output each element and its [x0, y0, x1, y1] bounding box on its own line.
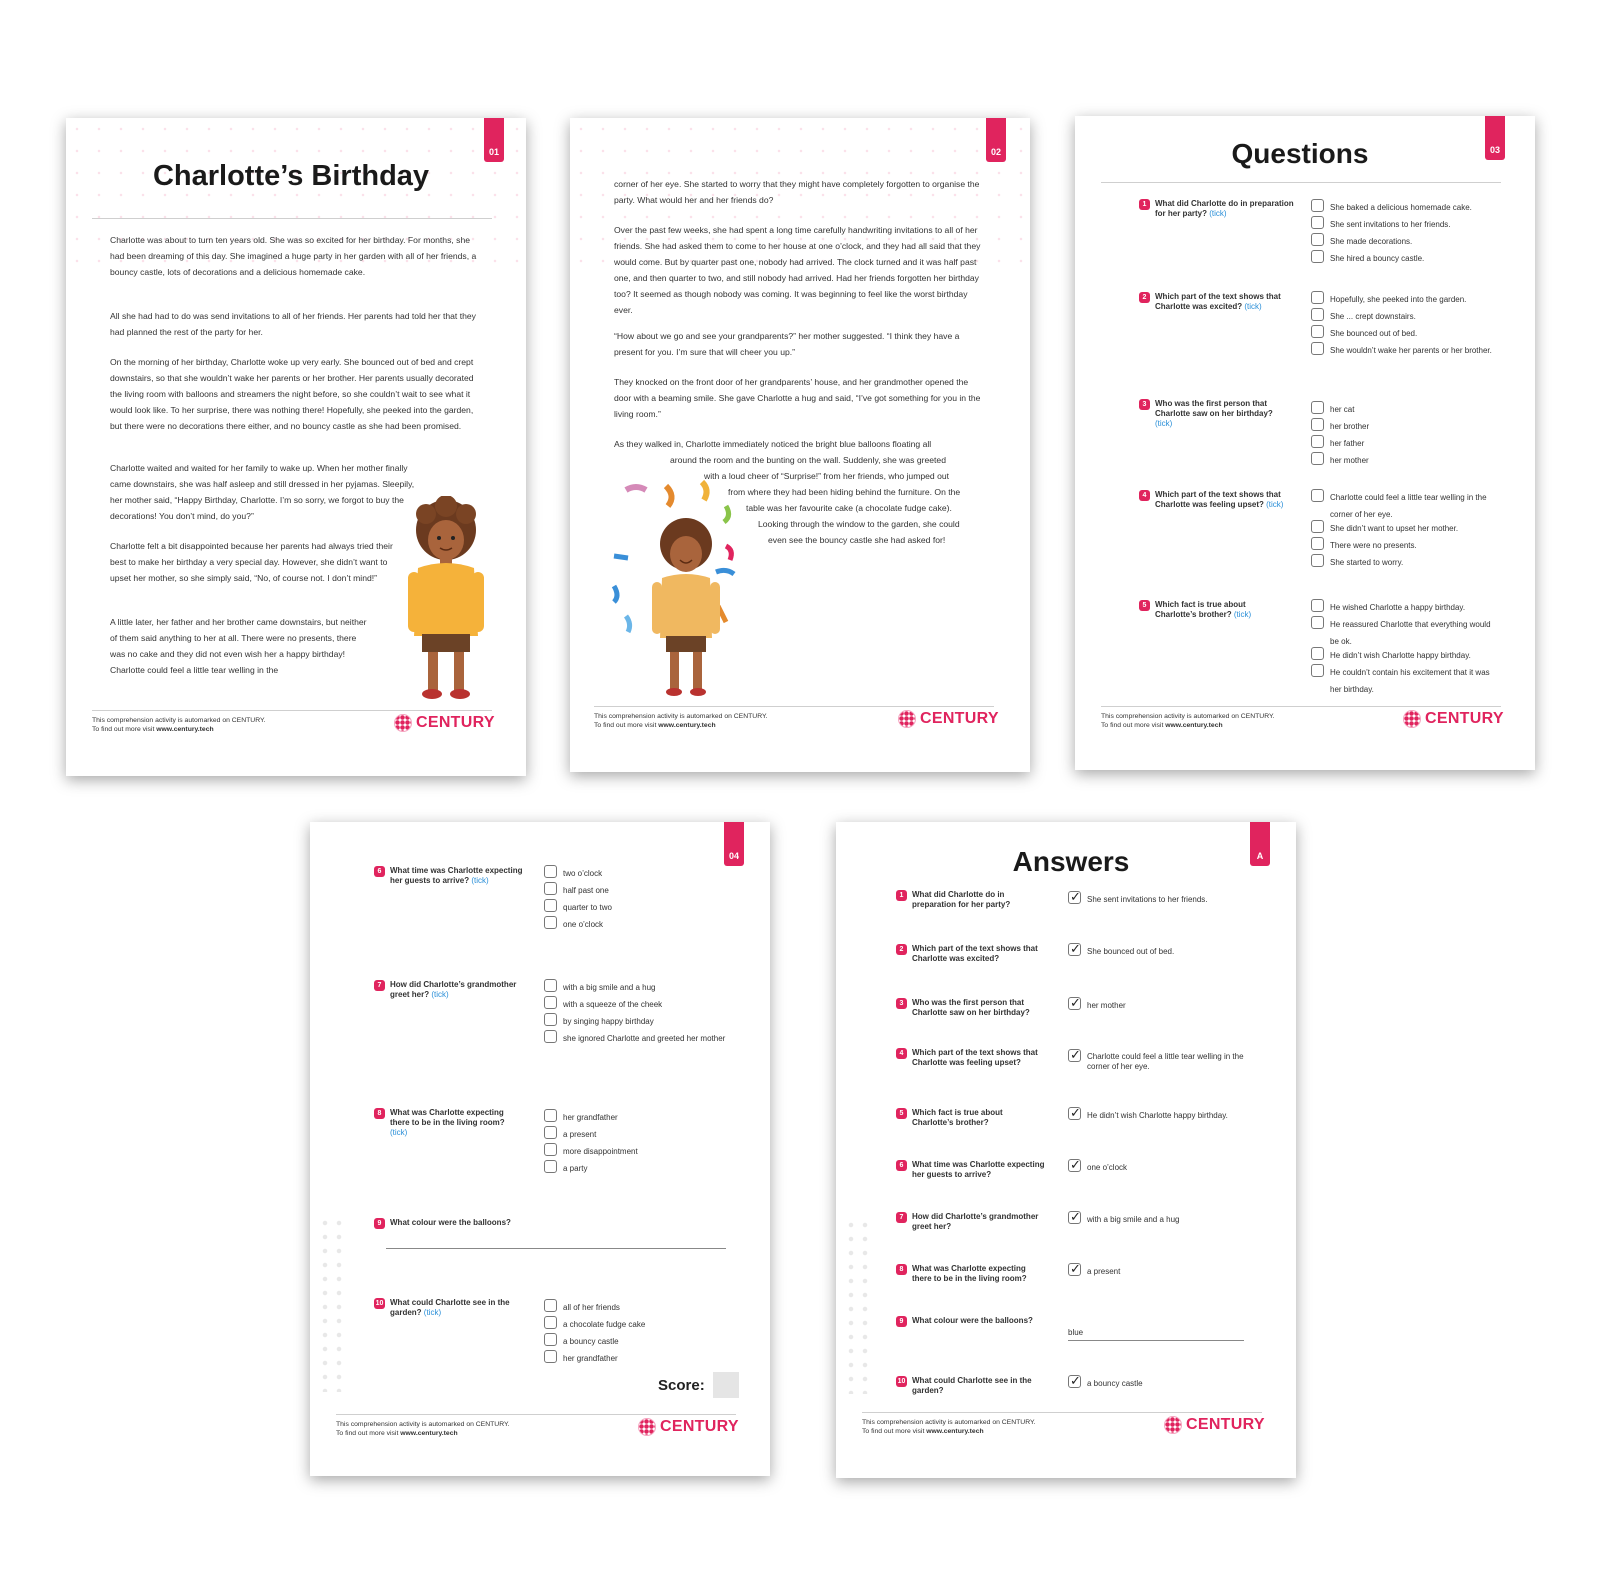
- story-line: from where they had been hiding behind the furniture. On the: [728, 487, 961, 497]
- story-paragraph: On the morning of her birthday, Charlotte woke up very early. She bounced out of bed and crept downstairs, so that she wouldn’t wake her parents or her brother. Her parents usually decorated the living room with balloons and streamers the night before, so she couldn’t wait to see what it would look like. To her surprise, there was nothing there! Hopefully, she peeked into the garden, but there were no decorations there either, and no bouncy castle as she had been promised.: [110, 357, 474, 431]
- question-number: 5: [896, 1108, 907, 1119]
- checkbox[interactable]: [1311, 250, 1324, 263]
- option[interactable]: [544, 919, 744, 936]
- option: [1068, 1266, 1268, 1283]
- footer-divider: [336, 1414, 736, 1415]
- checkbox[interactable]: [1311, 401, 1324, 414]
- option-label: she ignored Charlotte and greeted her mother: [563, 1034, 726, 1043]
- question-text: [390, 1108, 524, 1138]
- answer-9: [896, 1316, 1076, 1327]
- question-number: 3: [1139, 399, 1150, 410]
- question-number: 1: [1139, 199, 1150, 210]
- question-number: 4: [1139, 490, 1150, 501]
- question-7: [374, 980, 524, 1000]
- tick-hint: (tick): [1155, 419, 1173, 428]
- checkbox[interactable]: [1311, 554, 1324, 567]
- option[interactable]: [1311, 345, 1511, 362]
- answer-label: her mother: [1087, 1001, 1126, 1010]
- question-number: 6: [896, 1160, 907, 1171]
- score: [658, 1372, 739, 1398]
- page-number-tab: 01: [484, 118, 504, 162]
- option-label: a present: [563, 1130, 597, 1139]
- question-5: [1139, 600, 1289, 620]
- footer-line: To find out more visit: [862, 1428, 927, 1435]
- option: [1068, 1162, 1268, 1179]
- option: [1068, 1110, 1268, 1127]
- page-title: Answers: [1012, 846, 1130, 877]
- question-label: How did Charlotte’s grandmother greet her?: [390, 980, 517, 999]
- century-link[interactable]: www.century.tech: [658, 722, 716, 729]
- footer-text: [92, 716, 266, 734]
- checked-checkbox: [1068, 943, 1081, 956]
- checkbox[interactable]: [544, 1030, 557, 1043]
- options-3: [1311, 404, 1511, 472]
- option: [1068, 946, 1268, 963]
- question-text: What could Charlotte see in the garden?: [912, 1376, 1032, 1395]
- question-text: [390, 1298, 524, 1318]
- option-label: all of her friends: [563, 1303, 620, 1312]
- checkbox[interactable]: [1311, 418, 1324, 431]
- answer-option-7: [1068, 1214, 1268, 1231]
- question-number: 9: [374, 1218, 385, 1229]
- story-line: Looking through the window to the garden, she could: [758, 519, 960, 529]
- checkbox[interactable]: [544, 882, 557, 895]
- page-number-tab: 03: [1485, 116, 1505, 160]
- story-paragraph: They knocked on the front door of her grandparents’ house, and her grandmother opened the door with a beaming smile. She gave Charlotte a hug and said, “I’ve got something for you in the living room.”: [614, 377, 981, 419]
- option[interactable]: [1311, 253, 1511, 270]
- story-paragraph: corner of her eye. She started to worry that they might have completely forgotten to organise the party. What would her and her friends do?: [614, 179, 980, 205]
- answer-option-2: [1068, 946, 1268, 963]
- option-label: He wished Charlotte a happy birthday.: [1330, 603, 1466, 612]
- title-divider: [92, 218, 492, 219]
- option: [1068, 894, 1268, 911]
- century-logo: [394, 714, 495, 732]
- decorative-dots: [318, 1216, 346, 1392]
- checkbox[interactable]: [544, 865, 557, 878]
- question-text: What did Charlotte do in preparation for her party?: [912, 890, 1011, 909]
- tick-hint: (tick): [390, 1128, 408, 1137]
- question-number: 2: [1139, 292, 1150, 303]
- question-3: [1139, 399, 1289, 429]
- story-line: table was her favourite cake (a chocolate fudge cake).: [746, 503, 952, 513]
- century-link[interactable]: www.century.tech: [1165, 722, 1223, 729]
- option-label: She baked a delicious homemade cake.: [1330, 203, 1472, 212]
- story-paragraph: “How about we go and see your grandparents?” her mother suggested. “I think they have a present for you. I’m sure that will cheer you up.”: [614, 331, 960, 357]
- question-text: [1155, 399, 1289, 429]
- option-label: She wouldn’t wake her parents or her brother.: [1330, 346, 1492, 355]
- checkbox[interactable]: [1311, 199, 1324, 212]
- option-label: her mother: [1330, 456, 1369, 465]
- checkbox[interactable]: [1311, 537, 1324, 550]
- brand-name: CENTURY: [660, 1418, 739, 1435]
- question-number: 3: [896, 998, 907, 1009]
- question-label: What time was Charlotte expecting her guests to arrive?: [390, 866, 523, 885]
- question-text: Who was the first person that Charlotte saw on her birthday?: [912, 998, 1030, 1017]
- checkbox[interactable]: [544, 996, 557, 1009]
- footer-line: To find out more visit: [92, 726, 157, 733]
- question-number: 6: [374, 866, 385, 877]
- question-label: What was Charlotte expecting there to be in the living room?: [390, 1108, 505, 1127]
- question-text: [1155, 199, 1304, 219]
- story-paragraph: A little later, her father and her brother came downstairs, but neither of them said anything to her at all. There were no presents, there was no cake and they did not even wish her a happy birthday! Charlotte could feel a little tear welling in the: [110, 617, 367, 675]
- checkbox[interactable]: [1311, 435, 1324, 448]
- checkbox[interactable]: [544, 1299, 557, 1312]
- options-8: [544, 1112, 744, 1180]
- question-text: Which fact is true about Charlotte’s brother?: [912, 1108, 1003, 1127]
- checkbox[interactable]: [544, 1126, 557, 1139]
- answer-2: [896, 944, 1046, 964]
- footer-line: This comprehension activity is automarked on CENTURY.: [92, 717, 266, 724]
- checked-checkbox: [1068, 1159, 1081, 1172]
- century-logo-icon: [898, 710, 916, 728]
- checked-checkbox: [1068, 1211, 1081, 1224]
- option: [1068, 1052, 1264, 1072]
- option-label: by singing happy birthday: [563, 1017, 654, 1026]
- question-1: [1139, 199, 1304, 219]
- footer-text: [862, 1418, 1036, 1436]
- option-label: with a squeeze of the cheek: [563, 1000, 663, 1009]
- option-label: two o’clock: [563, 869, 603, 878]
- question-text: Which part of the text shows that Charlotte was feeling upset?: [912, 1048, 1038, 1067]
- question-text: What colour were the balloons?: [912, 1316, 1033, 1325]
- checkbox[interactable]: [1311, 489, 1324, 502]
- question-number: 4: [896, 1048, 907, 1059]
- answer-label: one o’clock: [1087, 1163, 1128, 1172]
- options-7: [544, 982, 734, 1050]
- page-3: [1075, 116, 1535, 770]
- footer-line: This comprehension activity is automarked on CENTURY.: [862, 1419, 1036, 1426]
- answer-label: She sent invitations to her friends.: [1087, 895, 1208, 904]
- footer-divider: [92, 710, 492, 711]
- question-number: 9: [896, 1316, 907, 1327]
- answer-label: a present: [1087, 1267, 1121, 1276]
- checkbox[interactable]: [544, 1013, 557, 1026]
- option[interactable]: [1311, 492, 1511, 523]
- checkbox[interactable]: [1311, 664, 1324, 677]
- answer-option-10: [1068, 1378, 1268, 1395]
- tick-hint: (tick): [1244, 302, 1262, 311]
- story-paragraph: Charlotte was about to turn ten years old. She was so excited for her birthday. For months, she had been dreaming of this day. She imagined a huge party in her garden with all of her friends, a bouncy castle, lots of decorations and a delicious homemade cake.: [110, 235, 477, 277]
- checkbox[interactable]: [544, 1333, 557, 1346]
- century-link[interactable]: www.century.tech: [926, 1428, 984, 1435]
- option-label: She started to worry.: [1330, 558, 1404, 567]
- options-10: [544, 1302, 744, 1370]
- options-6: [544, 868, 744, 936]
- option-label: her grandfather: [563, 1113, 618, 1122]
- question-text: [390, 866, 524, 886]
- story-paragraph: Over the past few weeks, she had spent a long time carefully handwriting invitations to all of her friends. She had asked them to come to her house at one o’clock, and they had all said that they would come. But by quarter past one, nobody had arrived. The clock turned and it was half past one, and then quarter to two, and still nobody had arrived. Had her friends forgotten her birthday too? It seemed as though nobody was coming. It was beginning to feel like the worst birthday ever.: [614, 225, 981, 315]
- option: [1068, 1000, 1268, 1017]
- options-5: [1311, 602, 1501, 698]
- option-label: with a big smile and a hug: [563, 983, 656, 992]
- option[interactable]: [1311, 557, 1511, 574]
- checkbox[interactable]: [1311, 233, 1324, 246]
- question-number: 7: [374, 980, 385, 991]
- question-number: 8: [374, 1108, 385, 1119]
- page-1: [66, 118, 526, 776]
- option-label: He reassured Charlotte that everything would be ok.: [1330, 620, 1491, 646]
- footer-line: To find out more visit: [336, 1430, 401, 1437]
- answer-label: She bounced out of bed.: [1087, 947, 1175, 956]
- answer-option-1: [1068, 894, 1268, 911]
- answer-8: [896, 1264, 1046, 1284]
- checked-checkbox: [1068, 1107, 1081, 1120]
- option-label: There were no presents.: [1330, 541, 1417, 550]
- option-label: quarter to two: [563, 903, 612, 912]
- answer-line[interactable]: [386, 1248, 726, 1249]
- checkbox[interactable]: [1311, 599, 1324, 612]
- option-label: He couldn’t contain his excitement that it was her birthday.: [1330, 668, 1490, 694]
- question-number: 8: [896, 1264, 907, 1275]
- question-label: What could Charlotte see in the garden?: [390, 1298, 510, 1317]
- checkbox[interactable]: [544, 916, 557, 929]
- checked-checkbox: [1068, 1375, 1081, 1388]
- option-label: Hopefully, she peeked into the garden.: [1330, 295, 1467, 304]
- answer-label: Charlotte could feel a little tear welling in the corner of her eye.: [1087, 1052, 1244, 1071]
- answer-option-3: [1068, 1000, 1268, 1017]
- answer-option-8: [1068, 1266, 1268, 1283]
- question-text: [390, 980, 524, 1000]
- option-label: one o’clock: [563, 920, 604, 929]
- page-title: Questions: [1231, 138, 1369, 169]
- question-number: 1: [896, 890, 907, 901]
- footer-text: [336, 1420, 510, 1438]
- checkbox[interactable]: [544, 1350, 557, 1363]
- checkbox[interactable]: [1311, 291, 1324, 304]
- answer-option-5: [1068, 1110, 1268, 1127]
- footer-text: [594, 712, 768, 730]
- century-logo: [898, 710, 999, 728]
- story-line: with a loud cheer of “Surprise!” from her friends, who jumped out: [704, 471, 950, 481]
- tick-hint: (tick): [1266, 500, 1284, 509]
- option[interactable]: [1311, 455, 1511, 472]
- page-4: [310, 822, 770, 1476]
- story-paragraph: All she had had to do was send invitations to all of her friends. Her parents had told her that they had planned the rest of the party for her.: [110, 311, 476, 337]
- option-label: half past one: [563, 886, 609, 895]
- checkbox[interactable]: [544, 1109, 557, 1122]
- question-label: Which part of the text shows that Charlotte was feeling upset?: [1155, 490, 1281, 509]
- answer-1: [896, 890, 1046, 910]
- options-4: [1311, 492, 1511, 574]
- checked-checkbox: [1068, 997, 1081, 1010]
- charlotte-illustration: [396, 496, 496, 706]
- option-label: her father: [1330, 439, 1365, 448]
- score-label: Score:: [658, 1376, 705, 1394]
- question-label: Which part of the text shows that Charlotte was excited?: [1155, 292, 1281, 311]
- title-divider: [1101, 182, 1501, 183]
- option-label: He didn’t wish Charlotte happy birthday.: [1330, 651, 1471, 660]
- option-label: more disappointment: [563, 1147, 638, 1156]
- question-9: [374, 1218, 634, 1229]
- century-logo: [1403, 710, 1504, 728]
- written-answer: blue: [1068, 1328, 1084, 1337]
- checkbox[interactable]: [1311, 520, 1324, 533]
- footer-divider: [862, 1412, 1262, 1413]
- question-number: 7: [896, 1212, 907, 1223]
- question-8: [374, 1108, 524, 1138]
- question-2: [1139, 292, 1304, 312]
- story-line: As they walked in, Charlotte immediately noticed the bright blue balloons floating all: [614, 439, 932, 449]
- question-text: [390, 1218, 511, 1229]
- century-logo-icon: [638, 1418, 656, 1436]
- page-number-tab: A: [1250, 822, 1270, 866]
- option-label: She bounced out of bed.: [1330, 329, 1418, 338]
- question-4: [1139, 490, 1304, 510]
- question-10: [374, 1298, 524, 1318]
- answer-label: a bouncy castle: [1087, 1379, 1143, 1388]
- century-link[interactable]: www.century.tech: [400, 1430, 458, 1437]
- checkbox[interactable]: [1311, 342, 1324, 355]
- question-label: What colour were the balloons?: [390, 1218, 511, 1227]
- question-text: What time was Charlotte expecting her guests to arrive?: [912, 1160, 1045, 1179]
- checkbox[interactable]: [544, 1143, 557, 1156]
- checkbox[interactable]: [1311, 325, 1324, 338]
- brand-name: CENTURY: [1425, 710, 1504, 727]
- checked-checkbox: [1068, 891, 1081, 904]
- page-title: Charlotte’s Birthday: [152, 160, 430, 192]
- answer-option-4: [1068, 1052, 1264, 1072]
- footer-text: [1101, 712, 1275, 730]
- question-number: 2: [896, 944, 907, 955]
- checked-checkbox: [1068, 1049, 1081, 1062]
- century-logo: [1164, 1416, 1265, 1434]
- answer-3: [896, 998, 1046, 1018]
- answer-4: [896, 1048, 1056, 1068]
- question-label: Who was the first person that Charlotte saw on her birthday?: [1155, 399, 1273, 418]
- century-logo-icon: [1403, 710, 1421, 728]
- brand-name: CENTURY: [920, 710, 999, 727]
- answer-10: [896, 1376, 1046, 1396]
- tick-hint: (tick): [471, 876, 489, 885]
- footer-line: To find out more visit: [1101, 722, 1166, 729]
- question-6: [374, 866, 524, 886]
- option-label: She ... crept downstairs.: [1330, 312, 1416, 321]
- checkbox[interactable]: [1311, 216, 1324, 229]
- confetti-illustration: [606, 476, 766, 706]
- question-text: How did Charlotte’s grandmother greet her?: [912, 1212, 1039, 1231]
- page-number-tab: 02: [986, 118, 1006, 162]
- option-label: She made decorations.: [1330, 237, 1413, 246]
- footer-line: This comprehension activity is automarked on CENTURY.: [1101, 713, 1275, 720]
- option[interactable]: [544, 1033, 734, 1050]
- option: [1068, 1214, 1268, 1231]
- tick-hint: (tick): [1233, 610, 1252, 619]
- option-label: Charlotte could feel a little tear welling in the corner of her eye.: [1330, 493, 1487, 519]
- question-text: What was Charlotte expecting there to be in the living room?: [912, 1264, 1027, 1283]
- century-logo-icon: [1164, 1416, 1182, 1434]
- answer-6: [896, 1160, 1046, 1180]
- checkbox[interactable]: [544, 899, 557, 912]
- checkbox[interactable]: [1311, 308, 1324, 321]
- decorative-dots: [844, 1218, 872, 1394]
- option[interactable]: [544, 1353, 744, 1370]
- question-number: 10: [374, 1298, 385, 1309]
- page-answers: [836, 822, 1296, 1478]
- answer-line: [1068, 1340, 1244, 1341]
- answer-label: with a big smile and a hug: [1087, 1215, 1180, 1224]
- option[interactable]: [544, 1163, 744, 1180]
- option-label: She hired a bouncy castle.: [1330, 254, 1425, 263]
- score-box[interactable]: [713, 1372, 739, 1398]
- option[interactable]: [1311, 619, 1501, 650]
- story-line: around the room and the bunting on the wall. Suddenly, she was greeted: [670, 455, 946, 465]
- century-logo: [638, 1418, 739, 1436]
- answer-5: [896, 1108, 1046, 1128]
- page-2: [570, 118, 1030, 772]
- option-label: her brother: [1330, 422, 1370, 431]
- checkbox[interactable]: [1311, 452, 1324, 465]
- options-1: [1311, 202, 1511, 270]
- footer-line: To find out more visit: [594, 722, 659, 729]
- option-label: She sent invitations to her friends.: [1330, 220, 1451, 229]
- answer-label: He didn’t wish Charlotte happy birthday.: [1087, 1111, 1228, 1120]
- brand-name: CENTURY: [1186, 1416, 1265, 1433]
- option[interactable]: [1311, 667, 1501, 698]
- option-label: a party: [563, 1164, 588, 1173]
- footer-divider: [594, 706, 994, 707]
- checkbox[interactable]: [544, 979, 557, 992]
- story-paragraph: Charlotte felt a bit disappointed because her parents had always tried their best to make her birthday a very special day. However, she didn’t want to upset her mother, so she simply said, “No, of course not. I don’t mind!”: [110, 541, 393, 583]
- option-label: her cat: [1330, 405, 1355, 414]
- option-label: She didn’t want to upset her mother.: [1330, 524, 1459, 533]
- option-label: her grandfather: [563, 1354, 618, 1363]
- checkbox[interactable]: [544, 1160, 557, 1173]
- question-text: [1155, 292, 1304, 312]
- options-2: [1311, 294, 1511, 362]
- checkbox[interactable]: [1311, 647, 1324, 660]
- checkbox[interactable]: [544, 1316, 557, 1329]
- tick-hint: (tick): [431, 990, 449, 999]
- checked-checkbox: [1068, 1263, 1081, 1276]
- brand-name: CENTURY: [416, 714, 495, 731]
- question-number: 10: [896, 1376, 907, 1387]
- question-number: 5: [1139, 600, 1150, 611]
- question-text: [1155, 490, 1304, 510]
- story-paragraph: Charlotte waited and waited for her family to wake up. When her mother finally came downstairs, she was half asleep and still dressed in her pyjamas. Sleepily, her mother said, “Happy Birthday, Charlotte. I’m so sorry, we forgot to buy the decorations! You don’t mind, do you?”: [110, 463, 415, 521]
- question-text: Which part of the text shows that Charlotte was excited?: [912, 944, 1038, 963]
- footer-divider: [1101, 706, 1501, 707]
- century-logo-icon: [394, 714, 412, 732]
- footer-line: This comprehension activity is automarked on CENTURY.: [336, 1421, 510, 1428]
- question-label: Which fact is true about Charlotte’s brother?: [1155, 600, 1246, 619]
- footer-line: This comprehension activity is automarked on CENTURY.: [594, 713, 768, 720]
- page-number-tab: 04: [724, 822, 744, 866]
- option-label: a bouncy castle: [563, 1337, 619, 1346]
- story-line: even see the bouncy castle she had asked for!: [768, 535, 946, 545]
- question-label: What did Charlotte do in preparation for her party?: [1155, 199, 1294, 218]
- century-link[interactable]: www.century.tech: [156, 726, 214, 733]
- option: [1068, 1378, 1268, 1395]
- answer-option-6: [1068, 1162, 1268, 1179]
- tick-hint: (tick): [423, 1308, 442, 1317]
- question-text: [1155, 600, 1289, 620]
- checkbox[interactable]: [1311, 616, 1324, 629]
- option-label: a chocolate fudge cake: [563, 1320, 646, 1329]
- answer-7: [896, 1212, 1056, 1232]
- tick-hint: (tick): [1209, 209, 1227, 218]
